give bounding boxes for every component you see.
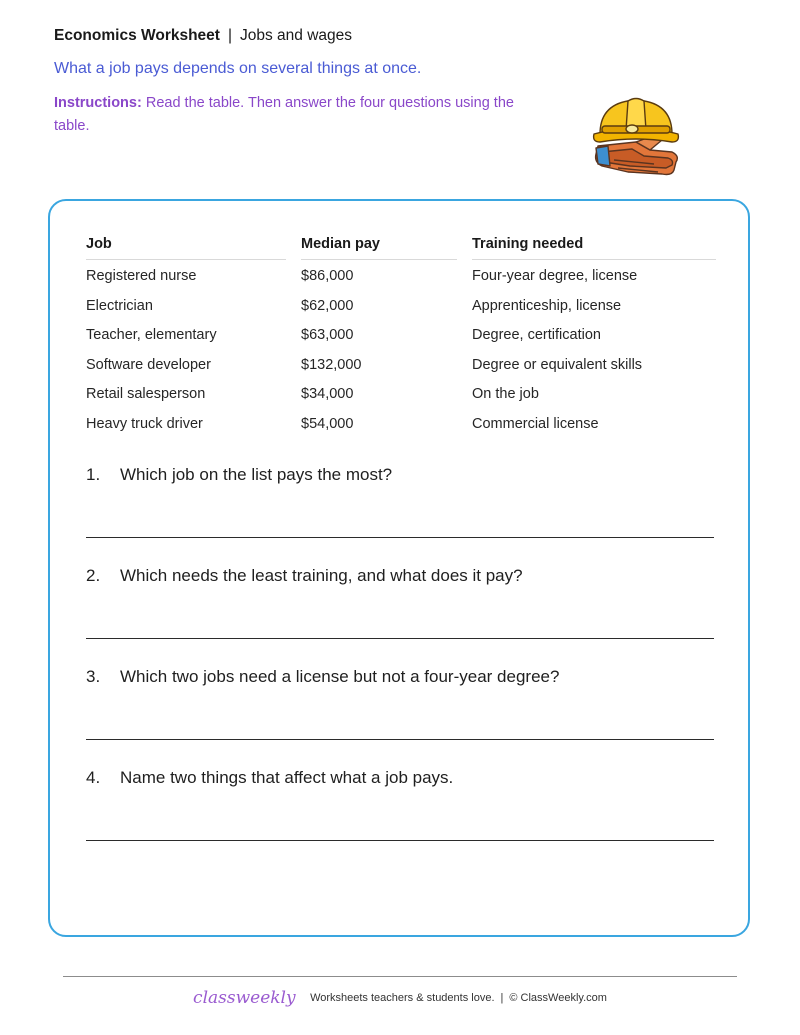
title-line <box>54 25 574 47</box>
cell-median-pay: $63,000 <box>301 327 354 344</box>
question-prompt: Which job on the list pays the most? <box>120 465 393 484</box>
answer-line[interactable] <box>86 638 714 639</box>
cell-training: Commercial license <box>472 415 599 432</box>
answer-line[interactable] <box>86 739 714 740</box>
footer-copyright: © ClassWeekly.com <box>509 992 607 1004</box>
question-4 <box>86 766 716 867</box>
table-row <box>86 409 716 439</box>
question-text <box>86 463 716 487</box>
cell-median-pay: $62,000 <box>301 297 354 314</box>
cell-training: Apprenticeship, license <box>472 297 622 314</box>
question-text <box>86 665 716 689</box>
instructions <box>54 92 534 137</box>
question-2 <box>86 564 716 665</box>
footer-divider <box>63 976 737 977</box>
question-3 <box>86 665 716 766</box>
answer-line[interactable] <box>86 840 714 841</box>
cell-median-pay: $86,000 <box>301 268 354 284</box>
cell-training: Degree, certification <box>472 327 601 344</box>
question-text <box>86 766 716 790</box>
worksheet-header <box>54 25 574 137</box>
question-number: 2. <box>86 566 101 585</box>
cell-job: Teacher, elementary <box>86 327 217 344</box>
worksheet-card <box>48 199 750 937</box>
table-row <box>86 350 716 380</box>
column-header-training: Training needed <box>472 234 716 260</box>
worksheet-topic: Jobs and wages <box>240 27 353 44</box>
questions-list <box>86 463 716 867</box>
instructions-text: Read the table. Then answer the four questions using the table. <box>54 95 514 134</box>
title-separator: | <box>227 27 232 44</box>
brand-logo: classweekly <box>193 988 296 1008</box>
table-header-row <box>86 234 716 260</box>
question-prompt: Which needs the least training, and what does it pay? <box>120 566 523 585</box>
instructions-lead: Instructions: <box>54 95 142 111</box>
question-number: 3. <box>86 667 101 686</box>
footer-separator: | <box>500 992 504 1004</box>
cell-training: On the job <box>472 386 539 403</box>
column-header-median-pay: Median pay <box>301 234 457 260</box>
column-header-job: Job <box>86 234 286 260</box>
cell-job: Electrician <box>86 297 153 314</box>
table-body <box>86 260 716 439</box>
table-row <box>86 379 716 409</box>
question-prompt: Name two things that affect what a job pays. <box>120 768 454 787</box>
cell-job: Retail salesperson <box>86 386 206 403</box>
jobs-table <box>86 234 716 439</box>
question-number: 4. <box>86 768 101 787</box>
table-row <box>86 291 716 321</box>
worksheet-subtitle: What a job pays depends on several things at once. <box>54 60 422 77</box>
table-row <box>86 320 716 350</box>
cell-training: Degree or equivalent skills <box>472 356 643 373</box>
question-1 <box>86 463 716 564</box>
cell-job: Software developer <box>86 356 211 373</box>
cell-median-pay: $132,000 <box>301 356 362 373</box>
cell-training: Four-year degree, license <box>472 268 638 284</box>
answer-line[interactable] <box>86 537 714 538</box>
hard-hat-gloves-icon <box>588 92 684 184</box>
cell-median-pay: $34,000 <box>301 386 354 403</box>
footer-tagline: Worksheets teachers & students love. <box>310 992 495 1004</box>
question-text <box>86 564 716 588</box>
cell-median-pay: $54,000 <box>301 415 354 432</box>
footer <box>0 988 800 1008</box>
table-row <box>86 260 716 291</box>
question-number: 1. <box>86 465 101 484</box>
cell-job: Registered nurse <box>86 268 197 284</box>
worksheet-title: Economics Worksheet <box>54 27 220 44</box>
question-prompt: Which two jobs need a license but not a four-year degree? <box>120 667 560 686</box>
cell-job: Heavy truck driver <box>86 415 203 432</box>
